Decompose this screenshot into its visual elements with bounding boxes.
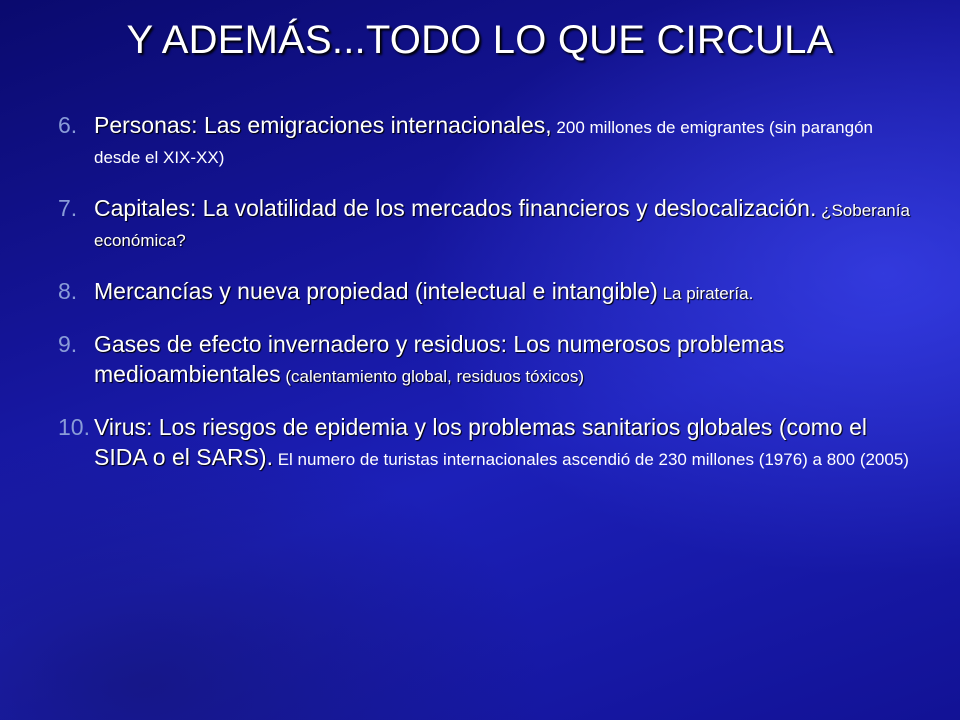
item-number: 8. [58, 278, 78, 304]
item-lead: Mercancías y nueva propiedad (intelectual e intangible) [94, 278, 658, 304]
item-lead: Gases de efecto invernadero y residuos: Los numerosos problemas medioambientales [94, 331, 785, 387]
item-text [94, 412, 918, 475]
item-detail: La piratería. [657, 284, 754, 303]
list-item-10 [58, 412, 918, 475]
slide-title: Y ADEMÁS...TODO LO QUE CIRCULA [126, 18, 834, 62]
item-detail: El numero de turistas internacionales ascendió de 230 millones (1976) a 800 (2005) [272, 450, 909, 469]
list-item-9 [58, 329, 918, 392]
item-number: 9. [58, 331, 78, 357]
item-text [94, 110, 918, 173]
bullet-list [58, 110, 918, 495]
item-text [94, 329, 918, 392]
item-detail: (calentamiento global, residuos tóxicos) [280, 367, 584, 386]
item-text [94, 193, 918, 256]
list-item-8 [58, 276, 918, 309]
item-number: 10. [58, 414, 90, 440]
list-item-6 [58, 110, 918, 173]
item-number: 6. [58, 112, 78, 138]
item-lead: Virus: Los riesgos de epidemia y los problemas sanitarios globales (como el SIDA o el SARS). [94, 414, 868, 470]
item-lead: Capitales: La volatilidad de los mercados financieros y deslocalización. [94, 195, 817, 221]
list-item-7 [58, 193, 918, 256]
item-text [94, 276, 918, 309]
item-detail: 200 millones de emigrantes (sin parangón desde el XIX-XX) [94, 118, 874, 167]
item-detail: ¿Soberanía económica? [94, 201, 910, 250]
item-lead: Personas: Las emigraciones internacionales, [94, 112, 552, 138]
item-number: 7. [58, 195, 78, 221]
